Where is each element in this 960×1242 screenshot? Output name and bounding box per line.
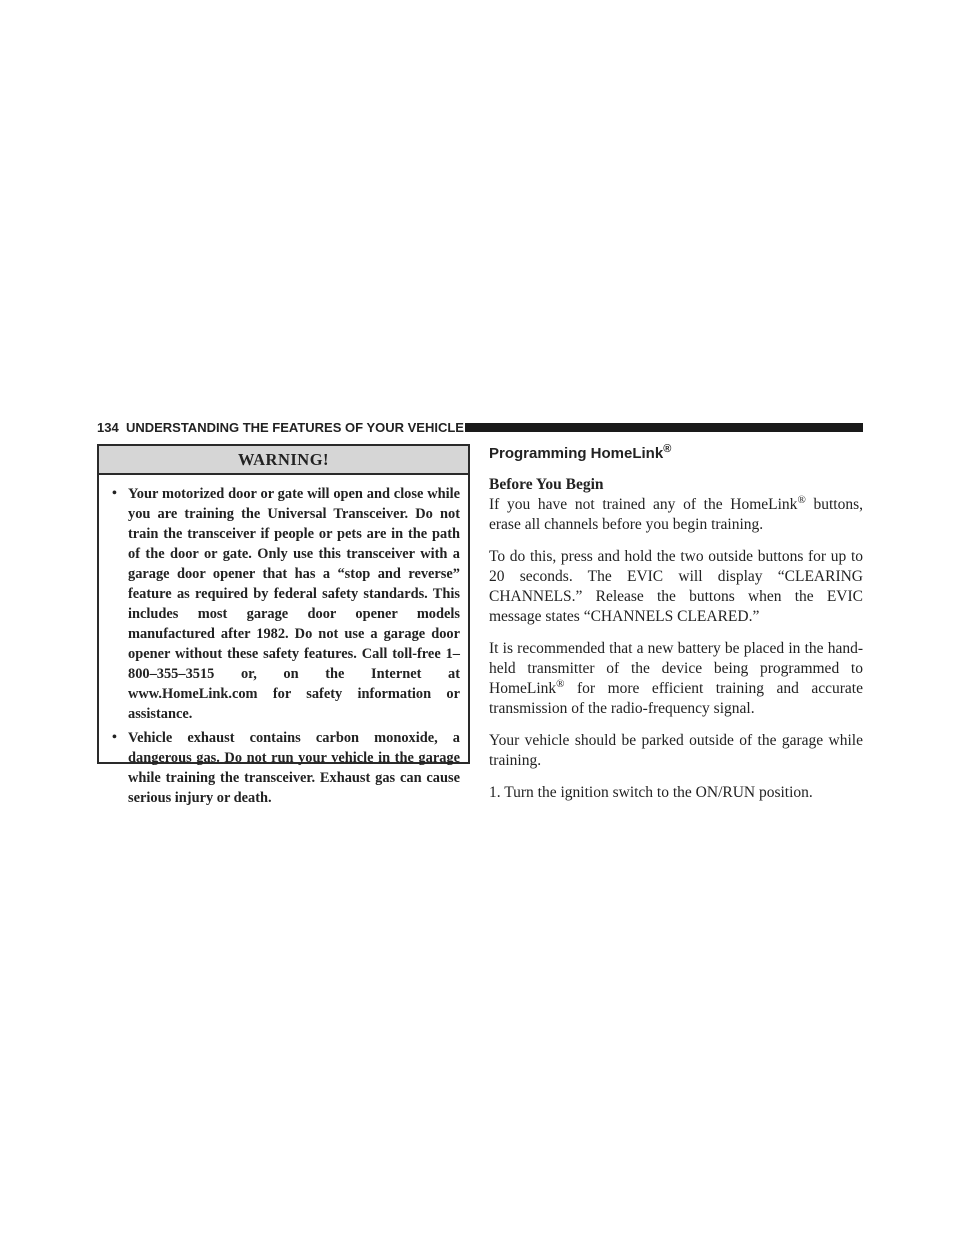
registered-mark: ® <box>797 493 806 506</box>
bullet-icon: • <box>112 486 117 501</box>
warning-box <box>97 444 470 806</box>
warning-list <box>99 475 468 808</box>
warning-item <box>107 484 460 724</box>
header-text <box>97 418 464 438</box>
registered-mark: ® <box>663 443 672 455</box>
section-heading <box>489 444 863 464</box>
paragraph <box>489 639 863 719</box>
registered-mark: ® <box>556 677 565 690</box>
page-number: 134 <box>97 420 119 435</box>
paragraph-text: If you have not trained any of the HomeLink <box>489 496 798 513</box>
paragraph: Your vehicle should be parked outside of the garage while training. <box>489 732 863 769</box>
warning-item <box>107 728 460 808</box>
paragraph-text: for more efficient training and accurate transmission of the radio-frequency signal. <box>489 680 863 717</box>
paragraph-text: buttons, erase all channels before you begin training. <box>489 496 863 533</box>
paragraph <box>489 495 863 535</box>
step-item: 1. Turn the ignition switch to the ON/RUN position. <box>489 784 813 801</box>
warning-title: WARNING! <box>99 446 468 475</box>
subheading: Before You Begin <box>489 476 604 493</box>
main-column <box>489 444 863 815</box>
warning-item-text: Your motorized door or gate will open and close while you are training the Universal Transceiver. Do not train the transceiver if people or pets are in the path of the door or gate. Only use this transceiver with a garage door opener that has a “stop and reverse” feature as required by federal safety standards. This includes most garage door opener models manufactured after 1982. Do not use a garage door opener without these safety features. Call toll-free 1–800–355–3515 or, on the Internet at www.HomeLink.com for safety information or assistance. <box>128 486 460 722</box>
bullet-icon: • <box>112 730 117 745</box>
section-heading-text: Programming HomeLink <box>489 445 664 462</box>
warning-item-text: Vehicle exhaust contains carbon monoxide, a dangerous gas. Do not run your vehicle in the garage while training the transceiver. Exhaust gas can cause serious injury or death. <box>128 730 460 806</box>
section-title: UNDERSTANDING THE FEATURES OF YOUR VEHICLE <box>125 420 464 435</box>
header-rule <box>465 423 863 432</box>
paragraph: To do this, press and hold the two outside buttons for up to 20 seconds. The EVIC will display “CLEARING CHANNELS.” Release the buttons when the EVIC message states “CHANNELS CLEARED.” <box>489 548 863 625</box>
paragraph-text: It is recommended that a new battery be placed in the hand-held transmitter of the device being programmed to HomeLink <box>489 640 863 697</box>
page-header <box>97 418 863 438</box>
